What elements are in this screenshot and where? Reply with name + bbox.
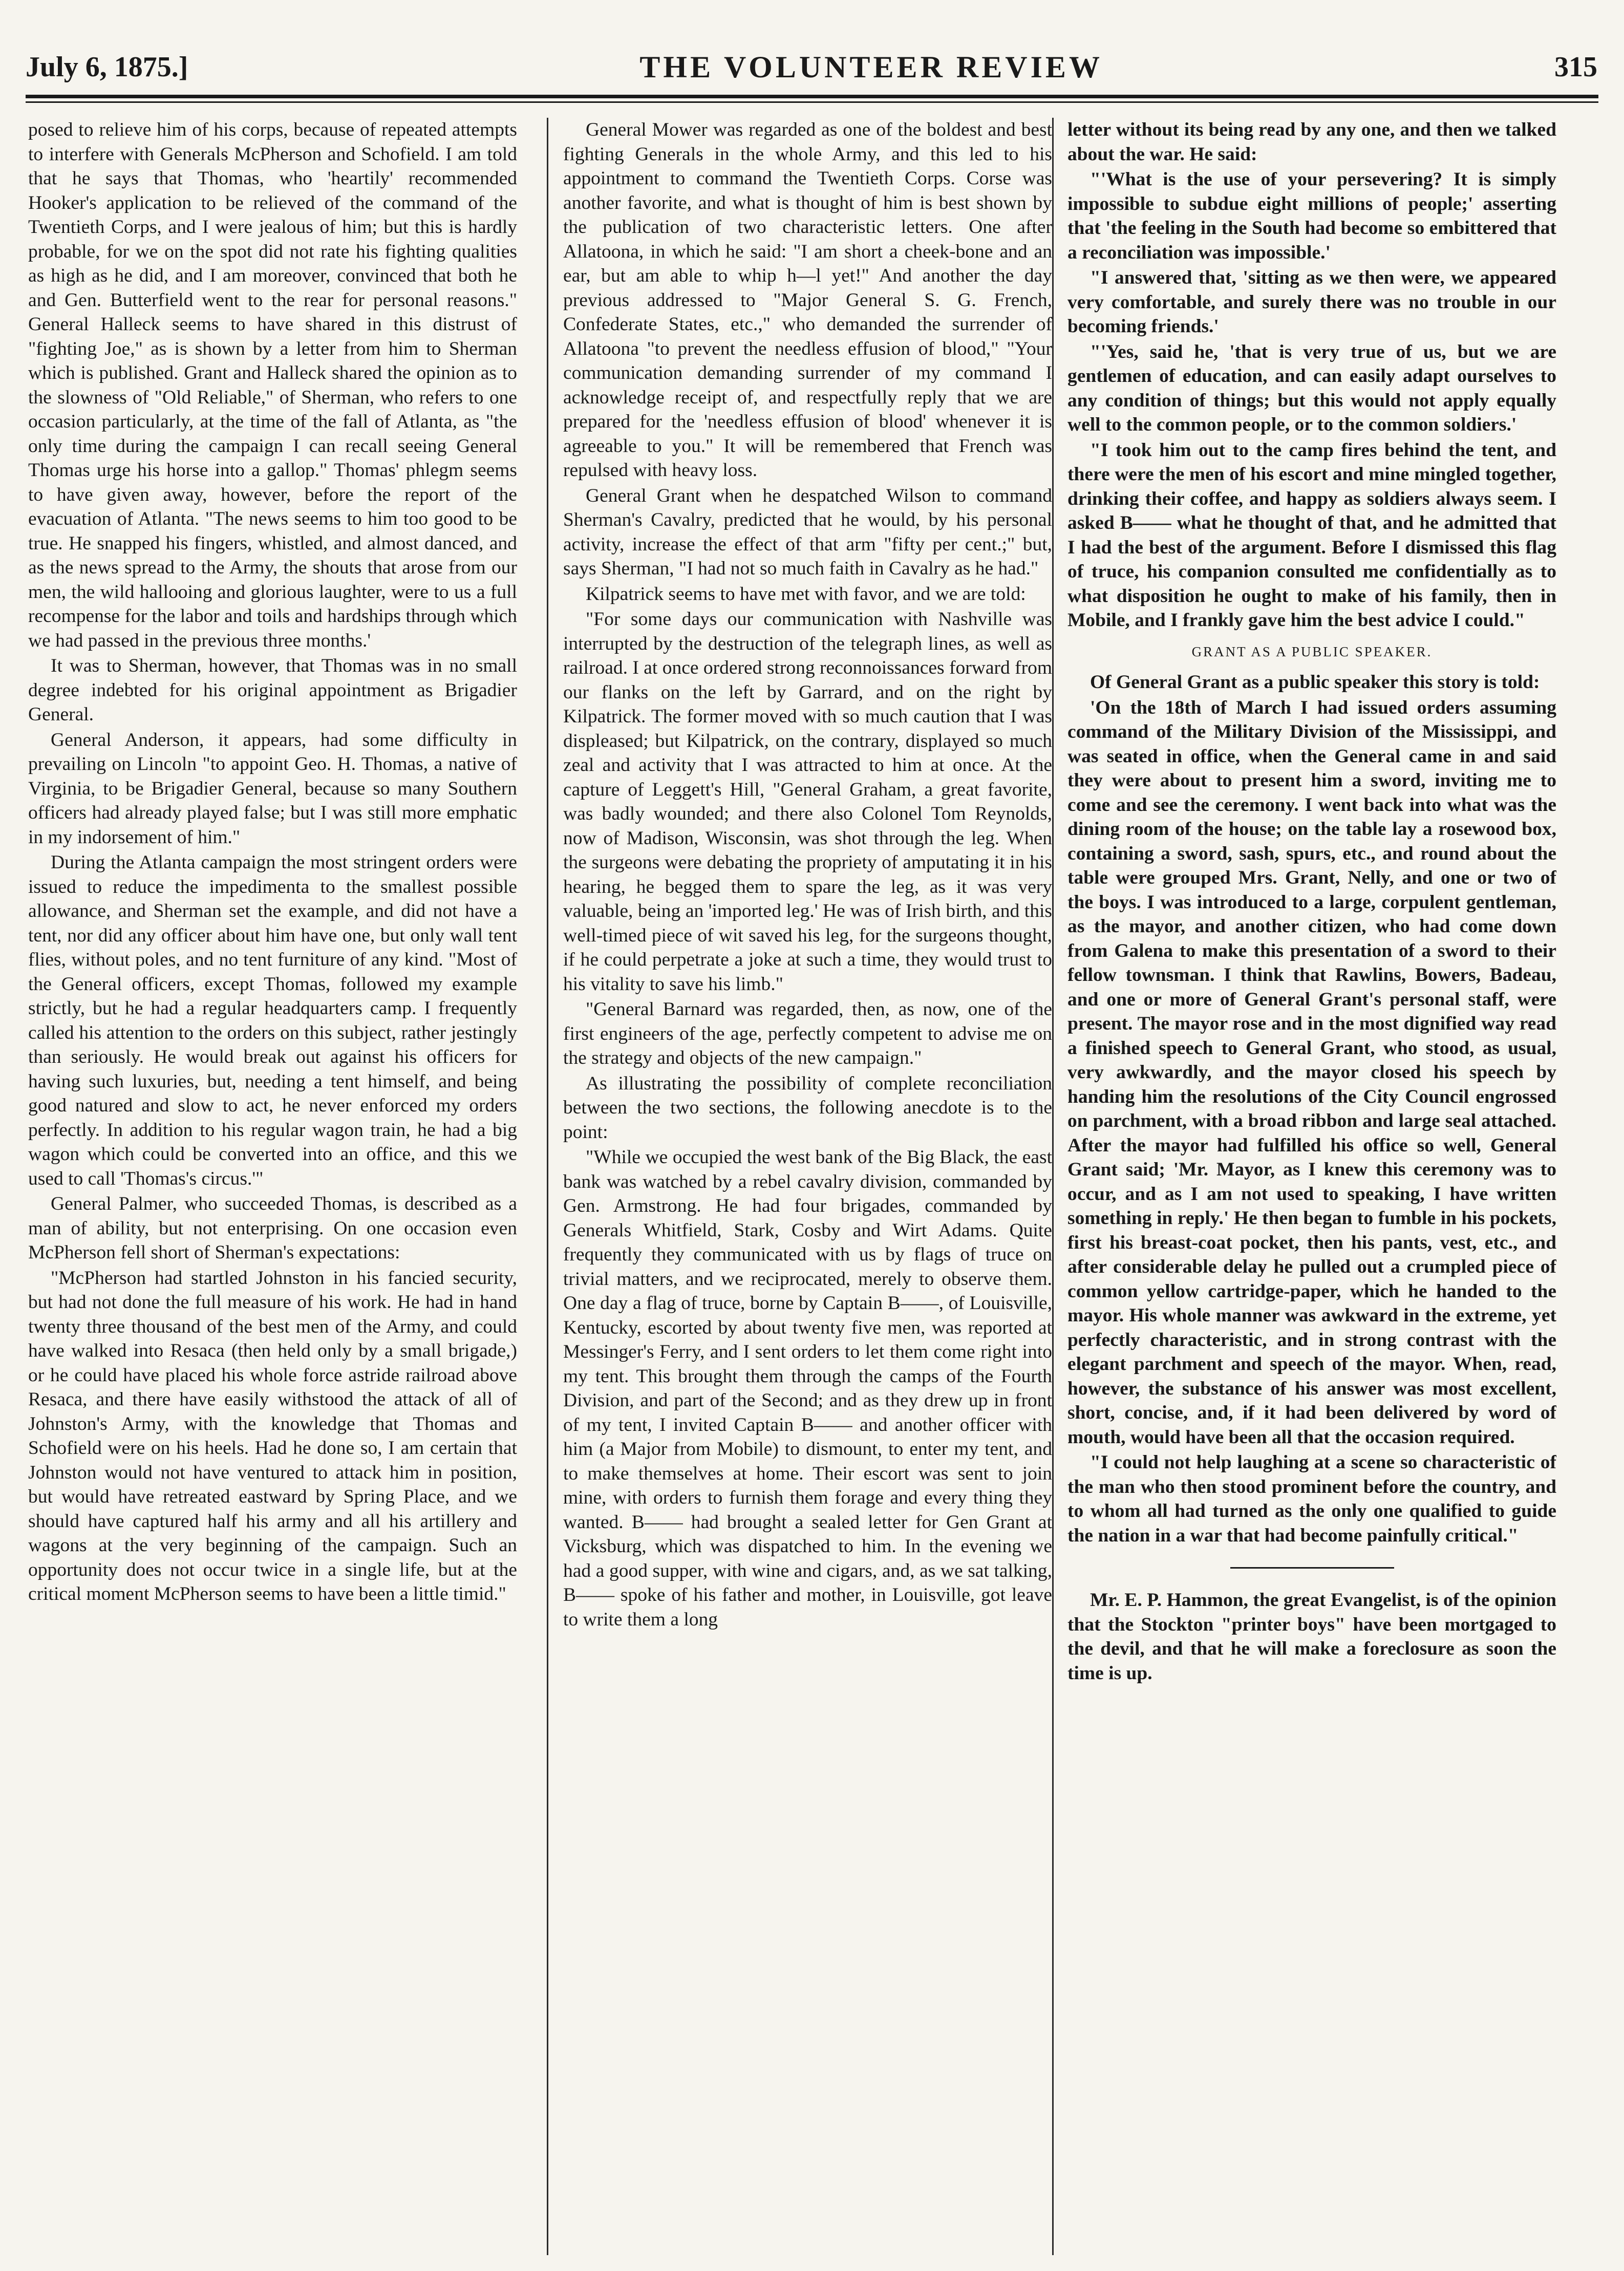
paragraph: "I could not help laughing at a scene so characteristic of the man who then stood prominent before the country, and to whom all had turned as the only one qualified to guide the nation in a war that had become painfully critical." [1067,1452,1556,1546]
paragraph: "McPherson had startled Johnston in his fancied security, but had not done the full measure of his work. He had in hand twenty three thousand of the best men of the Army, and could have walked into Resaca (then held only by a small brigade,) or he could have placed his whole force astride railroad above Resaca, and there have easily withstood the attack of all of Johnston's Army, with the knowledge that Thomas and Schofield were on his heels. Had he done so, I am certain that Johnston would not have ventured to attack him in position, but would have retreated eastward by Spring Place, and we should have captured half his army and all his artillery and wagons at the very beginning of the campaign. Such an opportunity does not occur twice in a single life, but at the critical moment McPherson seems to have been a little timid." [28,1267,517,1604]
column-divider [1052,118,1054,2255]
paragraph: Of General Grant as a public speaker this story is told: [1090,672,1540,693]
paragraph: "While we occupied the west bank of the Big Black, the east bank was watched by a rebel cavalry division, commanded by Gen. Armstrong. He had four brigades, commanded by Generals Whitfield, Stark, Cosby and Wirt Adams. Quite frequently they communicated with us by flags of truce on trivial matters, and we reciprocated, merely to observe them. One day a flag of truce, borne by Captain B——, of Louisville, Kentucky, escorted by about twenty five men, was reported at Messinger's Ferry, and I sent orders to let them come right into my tent. This brought them through the camps of the Fourth Division, and part of the Second; and as they drew up in front of my tent, I invited Captain B—— and another officer with him (a Major from Mobile) to dismount, to enter my tent, and to make themselves at home. Their escort was sent to join mine, with orders to furnish them forage and every thing they wanted. B—— had brought a sealed letter for Gen Grant at Vicksburg, which was dispatched to him. In the evening we had a good supper, with wine and cigars, and, as we sat talking, B—— spoke of his father and mother, in Louisville, got leave to write them a long [563,1147,1052,1630]
paragraph: Kilpatrick seems to have met with favor, and we are told: [586,583,1026,605]
paragraph: General Palmer, who succeeded Thomas, is described as a man of ability, but not enterprising. On one occasion even McPherson fell short of Sherman's expectations: [28,1193,517,1263]
paragraph: "'What is the use of your persevering? It is simply impossible to subdue eight millions of people;' asserting that 'the feeling in the South had become so embittered that a reconciliation was impossible.' [1067,169,1556,263]
column-2 [563,118,1052,2255]
column-1 [28,118,517,2255]
paragraph: It was to Sherman, however, that Thomas was in no small degree indebted for his original appointment as Brigadier General. [28,655,517,725]
page-number: 315 [1554,51,1597,83]
column-3 [1067,118,1556,2255]
publication-title: THE VOLUNTEER REVIEW [639,50,1103,84]
paragraph: "For some days our communication with Nashville was interrupted by the destruction of the telegraph lines, as well as railroad. I at once ordered strong reconnoissances forward from our flanks on the left by Garrard, and on the right by Kilpatrick. The former moved with so much caution that I was displeased; but Kilpatrick, on the contrary, displayed so much zeal and activity that I was attracted to him at once. At the capture of Leggett's Hill, "General Graham, a great favorite, was badly wounded; and there also Colonel Tom Reynolds, now of Madison, Wisconsin, was shot through the leg. When the surgeons were debating the propriety of amputating it in his hearing, he begged them to spare the leg, as it was very valuable, being an 'imported leg.' He was of Irish birth, and this well-timed piece of wit saved his leg, for the surgeons thought, if he could perpetrate a joke at such a time, they would trust to his vitality to save his limb." [563,609,1052,995]
paragraph: During the Atlanta campaign the most stringent orders were issued to reduce the impedimenta to the smallest possible allowance, and Sherman set the example, and did not have a tent, nor did any officer about him have one, but only wall tent flies, without poles, and no tent furniture of any kind. "Most of the General officers, except Thomas, followed my example strictly, but he had a regular headquarters camp. I frequently called his attention to the orders on this subject, rather jestingly than seriously. He would break out against his officers for having such luxuries, but, needing a tent himself, and being good natured and slow to act, he never enforced my orders perfectly. In addition to his regular wagon train, he had a big wagon which could be converted into an office, and this we used to call 'Thomas's circus.'" [28,852,517,1189]
paragraph: "'Yes, said he, 'that is very true of us, but we are gentlemen of education, and can easily adapt ourselves to any condition of things; but this would not apply equally well to the common people, or to the common soldiers.' [1067,341,1556,435]
paragraph: posed to relieve him of his corps, because of repeated attempts to interfere with Generals McPherson and Schofield. I am told that he says that Thomas, who 'heartily' recommended Hooker's application to be relieved of the command of the Twentieth Corps, and I were jealous of him; but this is hardly probable, for we on the spot did not rate his fighting qualities as high as he did, and I am moreover, convinced that both he and Gen. Butterfield went to the rear for personal reasons." General Halleck seems to have shared in this distrust of "fighting Joe," as is shown by a letter from him to Sherman which is published. Grant and Halleck shared the opinion as to the slowness of "Old Reliable," of Sherman, who refers to one occasion particularly, at the time of the fall of Atlanta, as "the only time during the campaign I can recall seeing General Thomas urge his horse into a gallop." Thomas' phlegm seems to have given away, however, before the report of the evacuation of Atlanta. "The news seems to him too good to be true. He snapped his fingers, whistled, and almost danced, and as the news spread to the Army, the shouts that arose from our men, the wild hallooing and glorious laughter, were to us a full recompense for the labor and toils and hardships through which we had passed in the previous three months.' [28,119,517,651]
header-rule-thin [26,101,1598,103]
paragraph: "I took him out to the camp fires behind the tent, and there were the men of his escort and mine mingled together, drinking their coffee, and happy as soldiers always seem. I asked B—— what he thought of that, and he admitted that I had the best of the argument. Before I dismissed this flag of truce, his companion consulted me confidentially as to what disposition he ought to make of his family, then in Mobile, and I frankly gave him the best advice I could." [1067,439,1556,631]
paragraph: "I answered that, 'sitting as we then were, we appeared very comfortable, and surely there was no trouble in our becoming friends.' [1067,267,1556,337]
paragraph: 'On the 18th of March I had issued orders assuming command of the Military Division of the Mississippi, and was seated in office, when the General came in and said they were about to present him a sword, inviting me to come and see the ceremony. I went back into what was the dining room of the house; on the table lay a rosewood box, containing a sword, sash, spurs, etc., and round about the table were grouped Mrs. Grant, Nelly, and one or two of the boys. I was introduced to a large, corpulent gentleman, as the mayor, and another citizen, who had come down from Galena to make this presentation of a sword to their fellow townsman. I think that Rawlins, Bowers, Badeau, and one or more of General Grant's personal staff, were present. The mayor rose and in the most dignified way read a finished speech to General Grant, who stood, as usual, very awkwardly, and the mayor closed his speech by handing him the resolutions of the City Council engrossed on parchment, with a broad ribbon and large seal attached. After the mayor had fulfilled his office so well, General Grant said; 'Mr. Mayor, as I knew this ceremony was to occur, and as I am not used to speaking, I have written something in reply.' He then began to fumble in his pockets, first his breast-coat pocket, then his pants, vest, etc., and after considerable delay he pulled out a crumpled piece of common yellow cartridge-paper, which he handed to the mayor. His whole manner was awkward in the extreme, yet perfectly characteristic, and in strong contrast with the elegant parchment and speech of the mayor. When, read, however, the substance of his answer was most excellent, short, concise, and, if it had been delivered by word of mouth, would have been all that the occasion required. [1067,697,1556,1448]
issue-date: July 6, 1875.] [26,51,188,83]
paragraph: General Mower was regarded as one of the boldest and best fighting Generals in the whole Army, and this led to his appointment to command the Twentieth Corps. Corse was another favorite, and what is thought of him is best shown by the publication of two characteristic letters. One after Allatoona, in which he said: "I am short a cheek-bone and an ear, but am able to whip h—l yet!" And another the day previous addressed to "Major General S. G. French, Confederate States, etc.," who demanded the surrender of Allatoona "to prevent the needless effusion of blood," "Your communication demanding surrender of my command I acknowledge receipt of, and respectfully reply that we are prepared for the 'needless effusion of blood' whenever it is agreeable to you." It will be remembered that French was repulsed with heavy loss. [563,119,1052,481]
page-header [26,44,1597,91]
column-divider [547,118,548,2255]
paragraph: General Anderson, it appears, had some difficulty in prevailing on Lincoln "to appoint Geo. H. Thomas, a native of Virginia, to be Brigadier General, because so many Southern officers had already played false; but I was still more emphatic in my indorsement of him." [28,729,517,848]
section-end-rule [1230,1567,1394,1569]
paragraph: "General Barnard was regarded, then, as now, one of the first engineers of the age, perfectly competent to advise me on the strategy and objects of the new campaign." [563,999,1052,1068]
paragraph: Mr. E. P. Hammon, the great Evangelist, is of the opinion that the Stockton "printer boys" have been mortgaged to the devil, and that he will make a foreclosure as soon the time is up. [1067,1590,1556,1684]
paragraph: General Grant when he despatched Wilson to command Sherman's Cavalry, predicted that he would, by his personal activity, increase the effect of that arm "fifty per cent.;" but, says Sherman, "I had not so much faith in Cavalry as he had." [563,485,1052,579]
paragraph: letter without its being read by any one, and then we talked about the war. He said: [1067,119,1556,165]
header-rule-thick [26,95,1598,98]
paragraph: As illustrating the possibility of complete reconciliation between the two sections, the following anecdote is to the point: [563,1073,1052,1143]
section-heading: GRANT AS A PUBLIC SPEAKER. [1191,644,1433,659]
